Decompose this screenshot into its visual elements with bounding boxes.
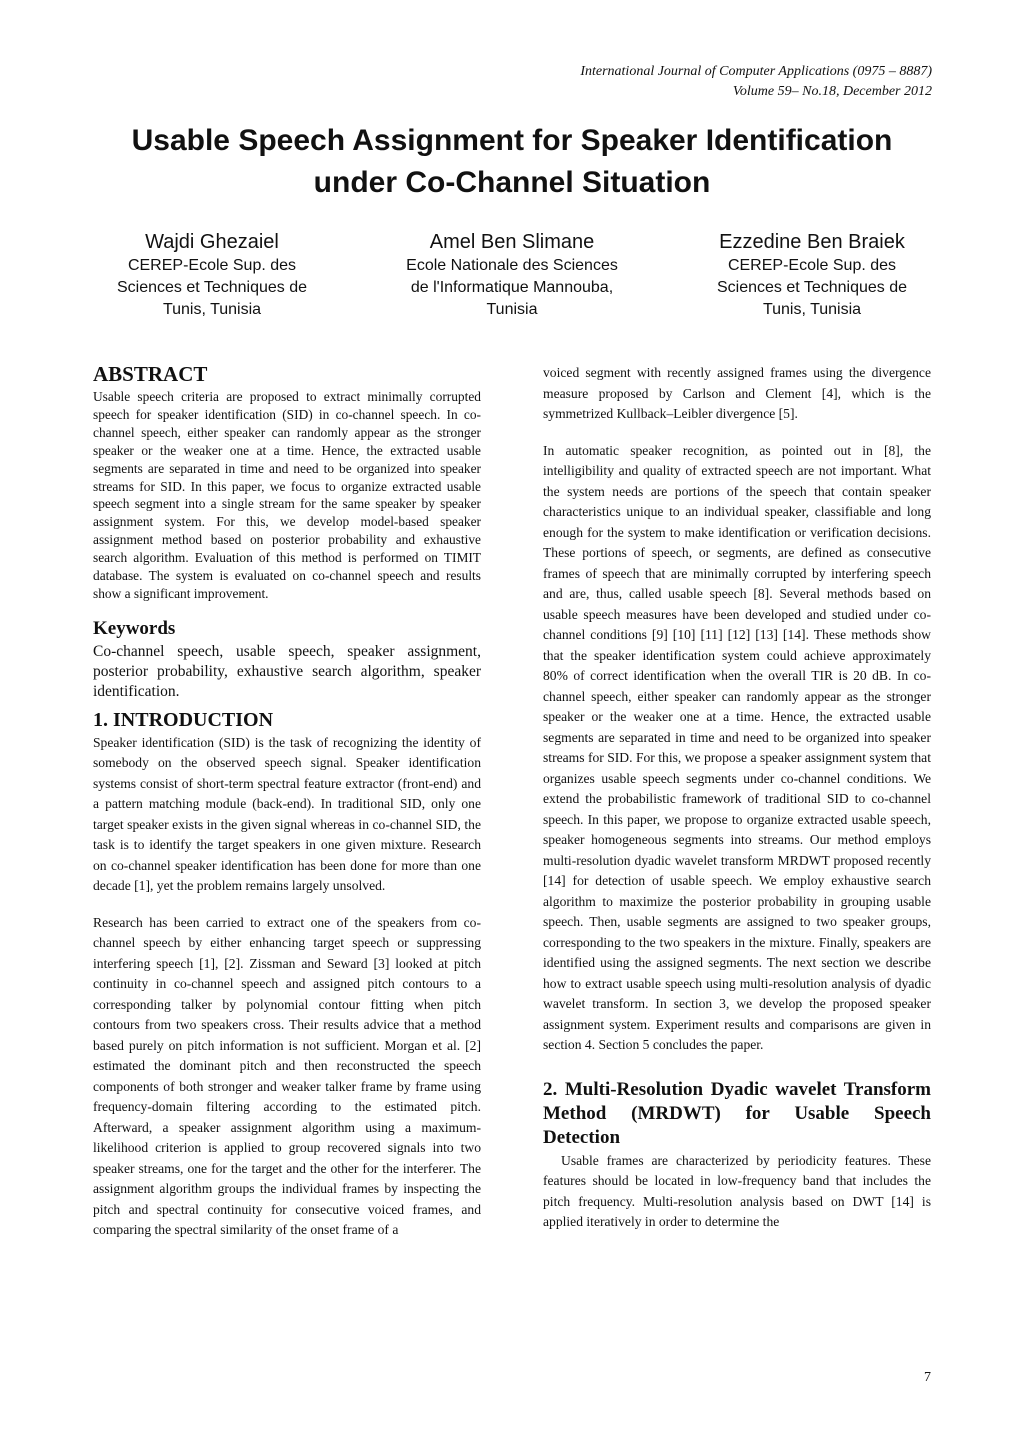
journal-header [332,62,932,102]
author-block [372,229,652,321]
author-name: Ezzedine Ben Braiek [719,231,905,253]
right-column [543,362,931,1233]
title-line-1: Usable Speech Assignment for Speaker Identification [131,124,893,157]
title-line-2: under Co-Channel Situation [313,166,711,199]
author-affiliation-line: CEREP-Ecole Sup. des [127,257,297,274]
author-block [72,229,352,321]
author-affiliation-line: Ecole Nationale des Sciences [406,257,618,274]
abstract-heading: ABSTRACT [93,362,208,386]
keywords-heading: Keywords [93,617,176,639]
intro-paragraph-3: voiced segment with recently assigned frames using the divergence measure proposed by Carlson and Clement [4], which is the symmetrized Kullback–Leibler divergence [5]. [543,365,931,421]
author-affiliation-line: Sciences et Techniques de [716,279,908,296]
paper-title [60,120,964,204]
page-number: 7 [924,1370,931,1385]
author-affiliation-line: Tunis, Tunisia [762,301,862,318]
author-affiliation-line: Tunisia [486,301,538,318]
section-2-paragraph-1: Usable frames are characterized by periodicity features. These features should be located in low-frequency band that includes the pitch frequency. Multi-resolution analysis based on DWT [14] is applied iteratively in order to determine the [543,1152,931,1229]
author-affiliation-line: Sciences et Techniques de [116,279,308,296]
introduction-heading: 1. INTRODUCTION [93,708,274,731]
journal-name: International Journal of Computer Applications (0975 – 8887) [580,64,932,79]
journal-volume: Volume 59– No.18, December 2012 [732,84,932,99]
section-2-heading: 2. Multi-Resolution Dyadic wavelet Transform Method (MRDWT) for Usable Speech Detection [543,1078,931,1148]
intro-paragraph-1: Speaker identification (SID) is the task of recognizing the identity of somebody on the observed speech signal. Speaker identification systems consist of short-term spectral feature extractor (front-end) and a pattern matching module (back-end). In traditional SID, only one target speaker exists in the given signal whereas in co-channel SID, the task is to identify the target speakers in one given mixture. Research on co-channel speaker identification has been done for more than one decade [1], yet the problem remains largely unsolved. [93,734,481,894]
keywords-text: Co-channel speech, usable speech, speaker assignment, posterior probability, exhaustive search algorithm, speaker identification. [93,642,481,700]
abstract-text: Usable speech criteria are proposed to extract minimally corrupted speech for speaker identification (SID) in co-channel speech. In co-channel speech, either speaker can randomly appear as the stronger speaker or the weaker one at a time. Hence, the extracted usable segments are separated in time and need to be organized into speaker streams for SID. In this paper, we focus to organize extracted usable speech segment into a single stream for the same speaker by speaker assignment system. For this, we develop model-based speaker assignment method based on posterior probability and exhaustive search algorithm. Evaluation of this method is performed on TIMIT database. The system is evaluated on co-channel speech and results show a significant improvement. [93,389,481,601]
author-name: Wajdi Ghezaiel [145,231,279,253]
intro-paragraph-4: In automatic speaker recognition, as pointed out in [8], the intelligibility and quality of extracted speech are not important. What the system needs are portions of the speech that contain speaker characteristics unique to an individual speaker, classifiable and long enough for the system to make identification or verification decisions. These portions of speech, or segments, are defined as consecutive frames of speech that are minimally corrupted by interfering speech and are, thus, called usable speech [8]. Several methods based on usable speech measures have been developed and studied under co-channel conditions [9] [10] [11] [12] [13] [14]. These methods show that the speaker identification system could achieve approximately 80% of correct identification when the overall TIR is 20 dB. In co-channel speech, either speaker can randomly appear as the stronger speaker or the weaker one at a time. Hence, the extracted usable segments are separated in time and need to be organized into speaker streams for SID. For this, we propose a speaker assignment system that organizes usable speech segments under co-channel conditions. We extend the probabilistic framework of traditional SID to co-channel speech. In this paper, we propose to organize extracted usable speech, speaker homogeneous segments into streams. Our method employs multi-resolution dyadic wavelet transform MRDWT proposed recently [14] for detection of usable speech. We employ exhaustive search algorithm to maximize the posterior probability in grouping usable speech. Then, usable segments are assigned to two speaker groups, corresponding to the two speakers in the mixture. Finally, speakers are identified using the assigned segments. The next section we describe how to extract usable speech using multi-resolution analysis of dyadic wavelet transform. In section 3, we develop the proposed speaker assignment system. Experiment results and comparisons are given in section 4. Section 5 concludes the paper. [543,442,931,1052]
author-name: Amel Ben Slimane [429,231,595,253]
author-affiliation-line: CEREP-Ecole Sup. des [727,257,897,274]
left-column [93,362,481,1241]
author-affiliation-line: Tunis, Tunisia [162,301,262,318]
intro-paragraph-2: Research has been carried to extract one of the speakers from co-channel speech by either enhancing target speech or suppressing interfering speech [1], [2]. Zissman and Seward [3] looked at pitch continuity in co-channel speech and assigned pitch contours to a corresponding talker by polynomial contour fitting when pitch contours from two speakers cross. Their results advice that a method based purely on pitch information is not sufficient. Morgan et al. [2] estimated the dominant pitch and then reconstructed the speech components of both stronger and weaker talker frame by frame using frequency-domain filtering according to the estimated pitch. Afterward, a speaker assignment algorithm using a maximum-likelihood criterion is applied to group recovered signals into two speaker streams, one for the target and the other for the interferer. The assignment algorithm groups the individual frames by inspecting the pitch and spectral continuity for consecutive voiced frames, and comparing the spectral similarity of the onset frame of a [93,914,481,1238]
author-affiliation-line: de l'Informatique Mannouba, [410,279,614,296]
author-block [672,229,952,321]
